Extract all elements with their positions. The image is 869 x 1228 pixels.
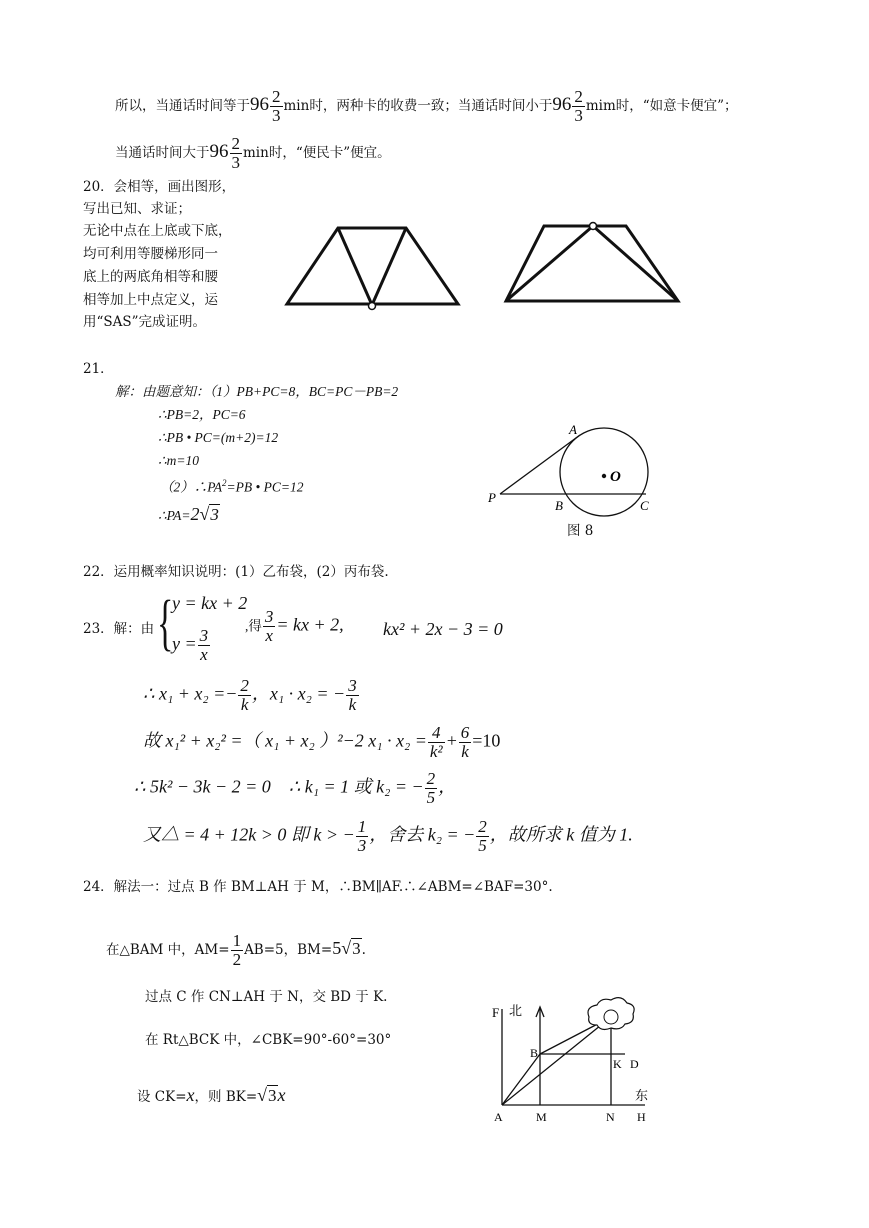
- fraction: [572, 88, 585, 125]
- trapezoid-figures: [280, 215, 685, 315]
- text: ，舍去 k₂ = −: [369, 824, 476, 845]
- text: ,得: [245, 618, 262, 634]
- denominator: k²: [429, 742, 443, 761]
- text: min时，“便民卡”便宜。: [243, 145, 391, 161]
- q23-line-5: [143, 818, 633, 855]
- numerator: 2: [574, 87, 583, 106]
- midpoint-top: [590, 223, 597, 230]
- denominator: 3: [231, 153, 240, 172]
- text: .: [361, 942, 366, 958]
- mixed-whole: 96: [552, 94, 572, 115]
- fraction: [230, 135, 243, 172]
- label-b: B: [555, 498, 563, 513]
- q22-line: 22．运用概率知识说明：(1）乙布袋，(2）丙布袋.: [83, 564, 389, 580]
- fraction: [428, 724, 445, 761]
- q23-line-4: [134, 770, 456, 807]
- radicand: 3: [210, 505, 219, 524]
- conclusion-line-1: [115, 88, 738, 125]
- numerator: 2: [240, 676, 249, 695]
- label-m: M: [536, 1110, 547, 1124]
- text: y =: [172, 633, 197, 654]
- center-point-o: [602, 474, 606, 478]
- numerator: 2: [231, 134, 240, 153]
- q24-line-2: [106, 932, 366, 969]
- cloud-icon: [588, 998, 634, 1030]
- fraction: [476, 818, 489, 855]
- denominator: 3: [272, 106, 281, 125]
- plus: +: [445, 730, 458, 751]
- denominator: 3: [357, 836, 367, 855]
- superscript: 2: [222, 478, 227, 488]
- text: =PB • PC=12: [226, 479, 304, 495]
- denominator: 5: [478, 836, 487, 855]
- q20-line-3: 无论中点在上底或下底，: [83, 223, 232, 239]
- fraction: [459, 724, 472, 761]
- coefficient: 2: [190, 504, 200, 524]
- label-north: 北: [509, 1003, 523, 1018]
- numerator: 4: [428, 724, 445, 743]
- text: 设 CK=: [137, 1089, 187, 1105]
- text: AB=5，BM=: [244, 942, 333, 958]
- denominator: 2: [232, 950, 242, 969]
- q21-number: 21．: [83, 361, 114, 377]
- fraction: [356, 818, 369, 855]
- q23-system-eq-1: y = kx + 2: [172, 593, 248, 613]
- q20-line-1: 20．会相等，画出图形，: [83, 179, 236, 195]
- text: ∴ x₁ + x₂ =−: [143, 683, 238, 704]
- label-d: D: [630, 1057, 639, 1071]
- fraction: [346, 677, 359, 714]
- fraction: [231, 932, 244, 969]
- mixed-whole: 96: [209, 141, 229, 162]
- conclusion-line-2: [115, 135, 391, 172]
- q20-line-5: 底上的两底角相等和腰: [83, 269, 218, 285]
- q21-line-1: 解：由题意知：（1）PB+PC=8，BC=PC－PB=2: [115, 384, 399, 399]
- fraction: [425, 770, 438, 807]
- label-p: P: [488, 490, 496, 505]
- variable: x: [186, 1085, 195, 1105]
- fraction: [263, 608, 276, 645]
- denominator: 5: [426, 788, 436, 807]
- coefficient: 5: [332, 938, 342, 958]
- figure-24-direction-diagram: [485, 995, 660, 1125]
- numerator: 1: [232, 931, 242, 950]
- radicand: 3: [352, 939, 361, 958]
- text: 故 x₁² + x₂² =（ x₁ + x₂ ）²−2 x₁ · x₂ =: [143, 730, 427, 751]
- numerator: 3: [264, 607, 274, 626]
- text: =10: [472, 730, 501, 751]
- trapezoid-left: [287, 228, 458, 305]
- denominator: k: [348, 695, 357, 714]
- denominator: x: [200, 645, 208, 664]
- denominator: x: [265, 626, 273, 645]
- variable: x: [277, 1085, 286, 1105]
- radicand: 3: [268, 1086, 277, 1105]
- label-east: 东: [635, 1088, 649, 1103]
- numerator: 2: [272, 87, 281, 106]
- q20-line-2: 写出已知、求证；: [83, 201, 191, 217]
- label-k: K: [613, 1057, 622, 1071]
- text: ，: [438, 776, 457, 797]
- label-n: N: [606, 1110, 615, 1124]
- q24-line-3: 过点 C 作 CN⊥AH 于 N，交 BD 于 K.: [145, 989, 388, 1005]
- q23-system-eq-2: [172, 627, 211, 664]
- q21-line-2: ∴PB=2，PC=6: [158, 407, 246, 422]
- label-a: A: [569, 422, 577, 437]
- q23-derived-equation: [245, 608, 344, 645]
- text: 又△ = 4 + 12k > 0 即 k > −: [143, 824, 355, 845]
- mixed-whole: 96: [250, 94, 269, 115]
- text: ，故所求 k 值为 1.: [489, 824, 633, 845]
- numerator: 2: [478, 817, 487, 836]
- text: = kx + 2,: [276, 614, 344, 635]
- q20-line-7: 用“SAS”完成证明。: [83, 314, 207, 330]
- system-brace: {: [157, 589, 174, 657]
- text: 所以，当通话时间等于: [115, 98, 250, 114]
- q21-line-3: ∴PB • PC=(m+2)=12: [158, 430, 279, 445]
- text: 在△BAM 中，AM=: [106, 942, 230, 958]
- q23-line-3: [143, 724, 500, 761]
- q21-line-5: [160, 474, 303, 497]
- midpoint-bottom: [369, 303, 376, 310]
- q23-quadratic: kx² + 2x − 3 = 0: [383, 619, 503, 639]
- text: ∴ 5k² − 3k − 2 = 0 ∴ k₁ = 1 或 k₂ = −: [134, 776, 424, 797]
- fraction: [238, 677, 251, 714]
- q24-line-4: 在 Rt△BCK 中，∠CBK=90°-60°=30°: [145, 1032, 392, 1048]
- numerator: 3: [199, 626, 209, 645]
- trapezoid-right: [506, 226, 678, 301]
- denominator: k: [240, 695, 249, 714]
- text: ∴PA=: [158, 508, 191, 523]
- label-h: H: [637, 1110, 646, 1124]
- q21-line-4: ∴m=10: [158, 453, 199, 468]
- numerator: 6: [460, 723, 470, 742]
- label-f: F: [492, 1005, 500, 1020]
- numerator: 1: [357, 817, 367, 836]
- text: （2）∴PA: [160, 479, 223, 495]
- fraction: [198, 627, 211, 664]
- label-a: A: [494, 1110, 503, 1124]
- label-b: B: [530, 1046, 539, 1060]
- figure-8: [480, 418, 670, 518]
- denominator: 3: [574, 106, 583, 125]
- q23-line-2: [143, 677, 360, 714]
- text: ，则 BK=: [194, 1089, 258, 1105]
- sqrt-expression: √3: [257, 1085, 277, 1105]
- numerator: 2: [426, 769, 436, 788]
- q24-line-1: 24．解法一：过点 B 作 BM⊥AH 于 M，∴BM∥AF.∴∠ABM=∠BAF=30°.: [83, 879, 553, 895]
- text: mim时，“如意卡便宜”；: [585, 98, 738, 114]
- label-c: C: [640, 498, 649, 513]
- q20-line-6: 相等加上中点定义，运: [83, 292, 218, 308]
- text: ，x₁ · x₂ = −: [251, 683, 346, 704]
- q20-line-4: 均可利用等腰梯形同一: [83, 246, 218, 262]
- label-o: O: [610, 469, 621, 485]
- q23-label: 23．解：由: [83, 621, 155, 637]
- figure-8-caption: 图 8: [567, 523, 594, 539]
- numerator: 3: [348, 676, 357, 695]
- q24-line-5: [137, 1086, 286, 1106]
- sqrt-expression: 5√3: [332, 938, 361, 958]
- fraction: [270, 88, 283, 125]
- text: 当通话时间大于: [115, 145, 210, 161]
- denominator: k: [461, 742, 469, 761]
- q21-line-6: [158, 505, 220, 525]
- sqrt-expression: 2√3: [190, 504, 219, 524]
- text: min时，两种卡的收费一致；当通话时间小于: [283, 98, 553, 114]
